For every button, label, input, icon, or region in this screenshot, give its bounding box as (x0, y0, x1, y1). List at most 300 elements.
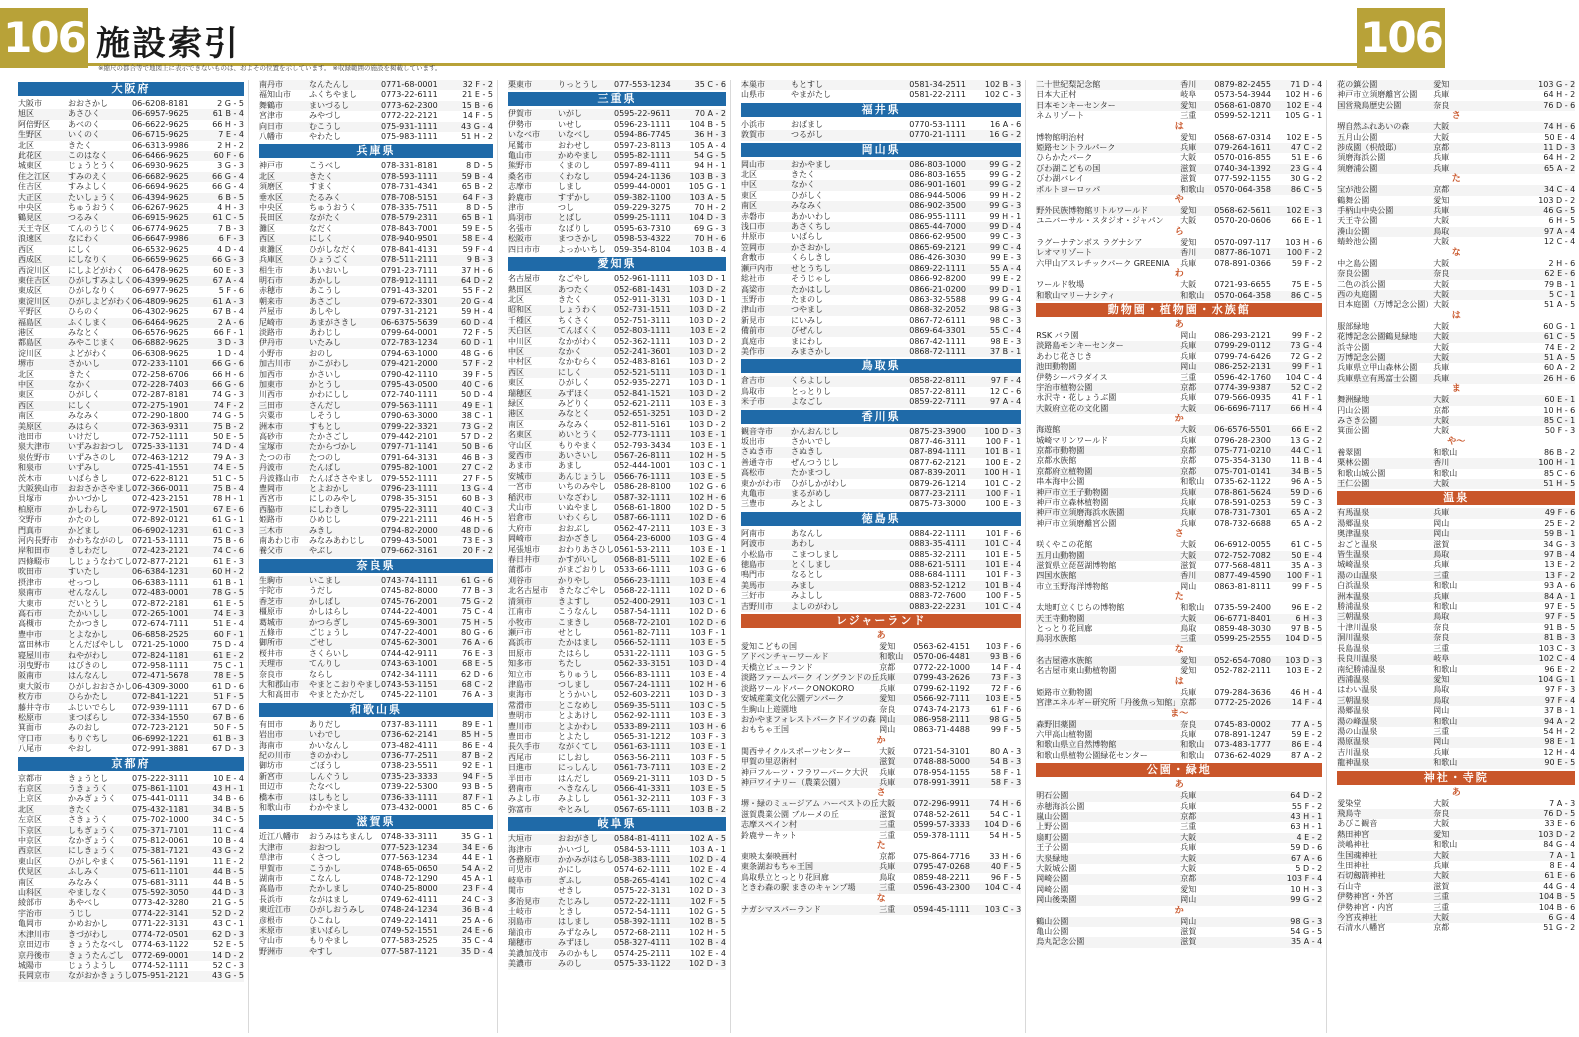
facility-name: レオマリゾート (1036, 248, 1093, 258)
map-grid: 4 H - 3 (217, 203, 244, 213)
place-reading: にっしんし (558, 763, 598, 773)
index-row (508, 865, 726, 875)
phone-number: 059-378-1111 (913, 830, 970, 840)
facility-name: ポルトヨーロッパ (1036, 184, 1101, 194)
kana-divider: さ (1174, 529, 1184, 540)
phone-number: 0567-26-8111 (614, 451, 671, 460)
map-grid: 13 G - 2 (1290, 435, 1323, 445)
index-row (1036, 488, 1322, 498)
facility-name: 串本海中公園 (1036, 477, 1085, 487)
phone-number: 075-681-3111 (132, 877, 189, 887)
place-name: 御所市 (259, 638, 283, 648)
place-name: 瑞穂区 (508, 388, 532, 398)
map-grid: 103 G - 6 (688, 565, 726, 575)
prefecture: 三重 (1433, 643, 1450, 653)
place-reading: おおさかさやまし (68, 484, 132, 494)
phone-number: 079-442-2101 (381, 432, 438, 441)
place-reading: たんばし (309, 463, 341, 473)
place-name: 丸亀市 (741, 489, 765, 498)
place-name: 寝屋川市 (18, 650, 50, 660)
index-row (1036, 280, 1322, 290)
kana-divider: や〜 (1447, 436, 1466, 447)
phone-number: 0794-63-1000 (381, 348, 438, 358)
map-grid: 43 C - 1 (212, 919, 244, 929)
prefecture: 兵庫 (1433, 747, 1450, 757)
map-grid: 103 E - 5 (690, 471, 726, 481)
place-reading: きたく (558, 294, 582, 304)
place-name: 笠岡市 (741, 242, 765, 252)
index-row (259, 607, 493, 617)
place-reading: こうなんし (558, 607, 598, 617)
map-grid: 97 F - 3 (1544, 685, 1576, 695)
place-reading: やぶし (309, 546, 333, 556)
map-grid: 97 A - 4 (989, 397, 1022, 407)
phone-number (1214, 927, 1282, 937)
facility-name: 花博記念公園鶴見緑地 (1337, 332, 1418, 342)
place-name: 彦根市 (259, 915, 283, 925)
phone-number: 0799-64-0001 (381, 327, 438, 337)
index-row (1036, 833, 1322, 843)
phone-number: 052-811-5161 (614, 419, 671, 429)
prefecture: 三重 (1180, 111, 1197, 121)
facility-name: 神戸市立須磨海浜水族園 (1036, 508, 1125, 518)
phone-number: 0599-25-2555 (1214, 634, 1271, 644)
index-row (259, 628, 493, 638)
map-grid: 103 D - 2 (688, 284, 726, 294)
map-grid: 24 E - 6 (462, 926, 493, 936)
place-name: 東淀川区 (18, 296, 50, 306)
place-reading: さかいでし (791, 436, 831, 446)
index-row (741, 274, 1021, 284)
index-row (1337, 892, 1575, 902)
phone-number: 0574-25-2111 (614, 948, 671, 958)
phone-number: 0735-62-1122 (1214, 477, 1271, 487)
index-row (259, 359, 493, 369)
phone-number: 052-362-1111 (614, 336, 671, 346)
phone-number: 078-954-1155 (913, 767, 970, 777)
place-name: 鳴門市 (741, 570, 765, 580)
facility-name: 洞川温泉 (1337, 633, 1370, 643)
index-row (1036, 656, 1322, 666)
facility-name: 名古屋港水族館 (1036, 655, 1093, 665)
phone-number: 0771-22-3131 (132, 919, 189, 929)
phone-number: 079-662-3161 (381, 546, 438, 556)
place-name: 高砂市 (259, 432, 283, 441)
index-row (741, 591, 1021, 601)
phone-number: 077-563-1234 (381, 853, 438, 863)
facility-name: 亀山公園 (1036, 927, 1069, 936)
index-row (18, 846, 244, 856)
kana-divider: あ (1451, 787, 1461, 798)
phone-number: 06-6957-9625 (132, 109, 189, 119)
facility-name: びわ湖バレイ (1036, 174, 1084, 184)
place-name: 岡崎市 (508, 534, 532, 544)
index-row (259, 536, 493, 546)
prefecture: 兵庫 (1433, 206, 1450, 216)
place-name: 山県市 (741, 90, 765, 100)
index-row (259, 380, 493, 390)
map-grid: 73 G - 2 (461, 421, 493, 431)
facility-name: 王仁公園 (1337, 479, 1370, 488)
phone-number: 0799-43-5001 (381, 536, 438, 546)
prefecture: 岡山 (1180, 330, 1197, 340)
phone-number: 0572-54-1111 (614, 907, 671, 917)
place-reading: さかいし (68, 359, 100, 369)
prefecture: 岡山 (1180, 916, 1197, 926)
place-name: 福知山市 (259, 90, 291, 100)
place-reading: きたく (68, 140, 92, 150)
map-grid: 25 A - 6 (461, 915, 493, 925)
map-grid: 59 H - 4 (461, 307, 493, 317)
place-reading: あなんし (791, 528, 823, 538)
place-reading: かこがわし (309, 359, 349, 369)
place-reading: おばまし (791, 119, 823, 129)
prefecture: 兵庫 (879, 767, 896, 777)
map-grid: 99 F - 1 (1291, 362, 1323, 372)
facility-name: 円山公園 (1337, 405, 1370, 415)
place-reading: やわたし (309, 132, 341, 142)
phone-number: 0799-22-3321 (381, 421, 438, 431)
phone-number (1214, 874, 1282, 884)
facility-name: 宇治市植物公園 (1036, 382, 1093, 392)
place-reading: みやづし (309, 111, 341, 121)
phone-number: 0570-20-0606 (1214, 216, 1271, 226)
map-grid: 102 D - 6 (688, 607, 726, 617)
place-name: 田辺市 (259, 782, 283, 792)
index-row (508, 618, 726, 628)
place-name: 真庭市 (741, 336, 765, 346)
place-reading: くさつし (309, 853, 341, 863)
kana-divider: わ (1174, 269, 1184, 280)
map-grid: 99 G - 2 (989, 159, 1022, 169)
facility-name: おもちゃ王国 (741, 725, 789, 735)
facility-name: 関西サイクルスポーツセンター (741, 746, 852, 756)
prefecture: 三重 (1180, 822, 1197, 832)
prefecture: 奈良 (1433, 808, 1450, 818)
facility-name: 神戸フルーツ・フラワーパーク大沢 (741, 767, 868, 777)
map-grid: 99 G - 2 (989, 170, 1022, 180)
phone-number: 06-6696-7117 (1214, 403, 1271, 413)
phone-number (1467, 581, 1535, 591)
map-grid: 76 A - 3 (461, 690, 493, 700)
place-reading: みはらく (68, 421, 100, 431)
index-row (18, 909, 244, 919)
index-row (259, 432, 493, 442)
facility-name: 和歌山マリーナシティ (1036, 290, 1116, 300)
place-name: 宇陀市 (259, 586, 283, 596)
place-reading: こなんし (309, 874, 341, 884)
place-name: 平野区 (18, 307, 42, 317)
place-reading: いぬやまし (558, 503, 598, 513)
map-grid: 67 A - 4 (212, 275, 244, 285)
place-name: 向日市 (259, 121, 283, 131)
map-grid: 74 E - 5 (213, 463, 244, 473)
place-name: 多治見市 (508, 896, 540, 906)
map-grid: 34 B - 6 (212, 794, 244, 804)
map-grid: 52 C - 3 (212, 960, 244, 970)
phone-number (1214, 802, 1282, 812)
facility-name: 大阪府立花の文化園 (1036, 403, 1109, 413)
index-row (508, 597, 726, 607)
index-row (508, 959, 726, 969)
prefecture: 和歌山 (1180, 750, 1205, 760)
map-grid: 94 A - 2 (1543, 716, 1576, 726)
index-column-1 (18, 80, 249, 1033)
phone-number (1467, 237, 1535, 247)
map-grid: 100 F - 2 (1286, 248, 1323, 258)
map-grid: 10 E - 4 (213, 773, 244, 783)
index-row (741, 201, 1021, 211)
map-grid: 49 E - 1 (462, 400, 493, 410)
index-row (1036, 917, 1322, 927)
index-row (1337, 290, 1575, 300)
map-grid: 101 C - 2 (984, 478, 1022, 488)
index-row (18, 774, 244, 784)
phone-number (1467, 196, 1535, 206)
phone-number: 075-771-0210 (1214, 445, 1271, 455)
index-row (1337, 809, 1575, 819)
place-name: 東区 (741, 190, 757, 200)
place-reading: たんばささやまし (309, 473, 373, 483)
phone-number: 078-331-8181 (381, 161, 438, 171)
place-reading: しんぐうし (309, 771, 349, 781)
place-reading: せきし (558, 886, 582, 896)
facility-name: 滋賀農業公園 ブルーメの丘 (741, 809, 839, 819)
index-row (508, 897, 726, 907)
prefecture: 大阪 (1433, 798, 1450, 808)
map-grid: 102 G - 5 (688, 907, 726, 917)
map-grid: 34 C - 5 (212, 815, 244, 825)
section-heading: レジャーランド (741, 614, 1021, 628)
place-reading: とこなめし (558, 700, 598, 710)
place-reading: おおがきし (558, 834, 598, 844)
facility-name: 烏丸記念公園 (1036, 937, 1085, 947)
prefecture: 和歌山 (1180, 740, 1205, 750)
index-row (18, 961, 244, 971)
phone-number (1467, 416, 1535, 426)
facility-name: 宮津エネルギー研究所「丹後魚っ知館」 (1036, 698, 1181, 708)
facility-name: 淡路ファームパーク イングランドの丘 (741, 673, 880, 683)
map-grid: 99 D - 1 (989, 284, 1022, 294)
map-grid: 6 F - 3 (218, 234, 244, 244)
place-name: 八幡市 (259, 132, 283, 142)
map-grid: 10 H - 3 (1290, 884, 1323, 894)
map-grid: 54 C - 1 (989, 809, 1022, 819)
map-grid: 57 F - 2 (462, 359, 493, 369)
index-row (1337, 633, 1575, 643)
map-grid: 61 G - 6 (461, 575, 493, 585)
map-grid: 62 D - 3 (212, 929, 244, 939)
map-grid: 73 F - 3 (990, 673, 1022, 683)
map-grid: 11 E - 2 (213, 856, 244, 866)
prefecture: 京都 (1180, 456, 1197, 466)
map-grid: 81 B - 3 (1543, 633, 1576, 643)
place-name: 名東区 (508, 430, 532, 440)
place-reading: かかみがはらし (558, 855, 614, 865)
phone-number: 0572-22-1111 (614, 896, 671, 906)
map-grid: 54 A - 2 (461, 863, 493, 873)
place-reading: おうみはちまんし (309, 832, 373, 842)
place-name: 上京区 (18, 794, 42, 804)
place-reading: てんのうじく (68, 223, 116, 233)
map-grid: 21 E - 5 (462, 90, 493, 100)
facility-name: 姫路市立動物園 (1036, 687, 1093, 697)
index-row (508, 420, 726, 430)
index-row (741, 673, 1021, 683)
map-grid: 103 G - 4 (688, 534, 726, 544)
map-grid: 6 H - 5 (1548, 216, 1576, 226)
prefecture: 鳥取 (1433, 685, 1450, 695)
facility-name: 城崎マリンワールド (1036, 435, 1109, 445)
place-name: 貝塚市 (18, 494, 42, 504)
prefecture: 愛知 (879, 694, 896, 704)
map-grid: 101 C - 4 (984, 539, 1022, 549)
place-reading: ながくてし (558, 742, 598, 752)
phone-number (1467, 550, 1535, 560)
map-grid: 55 F - 2 (462, 286, 493, 296)
map-grid: 50 E - 5 (213, 432, 244, 441)
prefecture: 岡山 (1433, 737, 1450, 747)
place-reading: にしく (309, 234, 333, 244)
index-row (259, 338, 493, 348)
place-name: 丹波篠山市 (259, 473, 299, 483)
map-grid: 90 E - 5 (1544, 758, 1576, 768)
prefecture: 兵庫 (1433, 163, 1450, 173)
phone-number: 087-839-2011 (909, 468, 966, 478)
section-heading: 三重県 (508, 92, 726, 106)
phone-number (1467, 560, 1535, 570)
index-row (259, 803, 493, 813)
place-reading: せとうちし (791, 263, 831, 273)
index-row (508, 245, 726, 255)
index-column-3 (508, 80, 731, 1033)
phone-number: 0863-71-4488 (913, 725, 970, 735)
place-reading: つやまし (791, 305, 823, 315)
index-row (1337, 185, 1575, 195)
map-grid: 103 E - 5 (690, 638, 726, 648)
map-grid: 102 E - 4 (690, 948, 726, 958)
facility-name: 龍神温泉 (1337, 758, 1370, 768)
place-name: 本巣市 (741, 80, 765, 89)
prefecture: 和歌山 (1180, 290, 1205, 300)
place-name: 吉野川市 (741, 601, 773, 611)
place-name: 北区 (259, 171, 275, 181)
index-row (18, 526, 244, 536)
map-grid: 54 G - 5 (1290, 927, 1323, 936)
phone-number: 086-902-3500 (909, 201, 966, 211)
place-reading: あこうし (309, 286, 341, 296)
prefecture: 兵庫 (1180, 843, 1197, 853)
kana-divider: な (1451, 247, 1461, 258)
index-row (741, 539, 1021, 549)
index-row (259, 772, 493, 782)
place-reading: ちゅうおうく (68, 203, 116, 213)
phone-number: 0859-22-7111 (909, 397, 966, 407)
prefecture: 岡山 (879, 714, 896, 724)
place-reading: にしきょうく (68, 846, 116, 856)
phone-number: 06-6308-9625 (132, 348, 189, 358)
section-heading: 動物園・植物園・水族館 (1036, 303, 1322, 317)
phone-number: 078-891-1247 (1214, 729, 1271, 739)
place-name: 松原市 (18, 712, 42, 722)
section-heading: 滋賀県 (259, 815, 493, 829)
map-grid: 44 D - 3 (212, 888, 244, 898)
map-grid: 75 H - 5 (461, 617, 493, 627)
map-grid: 23 G - 4 (1290, 163, 1323, 173)
place-name: 長久手市 (508, 742, 540, 752)
prefecture: 愛知 (1180, 100, 1197, 110)
place-name: 美馬市 (741, 580, 765, 590)
index-row (741, 799, 1021, 809)
place-name: 天白区 (508, 326, 532, 336)
map-grid: 103 D - 2 (688, 409, 726, 419)
place-name: 美原区 (18, 421, 42, 431)
phone-number: 0863-81-8111 (1214, 581, 1271, 591)
place-name: 門真市 (18, 525, 42, 535)
index-row (508, 172, 726, 182)
phone-number: 072-991-3881 (132, 744, 189, 754)
place-reading: せとし (558, 627, 582, 637)
place-reading: みなみく (791, 201, 823, 211)
phone-number: 086-958-2111 (913, 714, 970, 724)
phone-number: 086-426-3030 (909, 253, 966, 263)
place-reading: このはなく (68, 151, 108, 161)
place-name: 北区 (18, 369, 34, 379)
map-grid: 103 E - 5 (985, 694, 1022, 704)
map-grid: 41 F - 1 (1291, 393, 1323, 403)
place-name: 美作市 (741, 346, 765, 356)
facility-name: 大阪城公園 (1036, 863, 1077, 873)
prefecture: 愛知 (1180, 132, 1197, 142)
facility-name: 長良川温泉 (1337, 654, 1378, 664)
phone-number: 073-432-0001 (381, 803, 438, 812)
place-name: 西淀川区 (18, 265, 50, 275)
place-reading: とよあけし (558, 711, 598, 721)
place-reading: きょうたなべし (68, 940, 124, 950)
place-name: 津市 (508, 203, 524, 213)
phone-number: 0575-33-1122 (614, 959, 671, 969)
phone-number: 0568-72-2101 (614, 617, 671, 627)
place-reading: いわでし (309, 730, 341, 740)
place-name: 旭区 (18, 109, 34, 119)
map-grid: 103 E - 1 (690, 544, 726, 554)
place-reading: つるみく (68, 213, 100, 223)
place-reading: じょうようし (68, 960, 116, 970)
index-row (1337, 871, 1575, 881)
map-grid: 23 F - 4 (462, 884, 493, 894)
place-reading: いずみさのし (68, 452, 116, 462)
prefecture: 滋賀 (1180, 561, 1197, 571)
index-row (508, 774, 726, 784)
place-reading: ごじょうし (309, 627, 349, 637)
map-grid: 68 E - 5 (462, 659, 493, 669)
phone-number: 0868-32-2052 (909, 305, 966, 315)
map-grid: 103 D - 2 (688, 305, 726, 315)
index-row (1036, 425, 1322, 435)
map-grid: 59 B - 1 (1543, 529, 1576, 539)
map-grid: 103 F - 6 (985, 642, 1022, 652)
kana-divider: た (1174, 592, 1184, 603)
place-name: 守山区 (508, 440, 532, 450)
kana-divider: は (1174, 121, 1184, 132)
map-grid: 102 C - 4 (1538, 654, 1576, 664)
map-grid: 70 H - 2 (694, 203, 726, 213)
map-grid: 62 D - 6 (461, 669, 493, 679)
phone-number: 072-872-2181 (132, 598, 189, 608)
index-row (18, 971, 244, 981)
index-row (259, 926, 493, 936)
index-row (1036, 90, 1322, 100)
